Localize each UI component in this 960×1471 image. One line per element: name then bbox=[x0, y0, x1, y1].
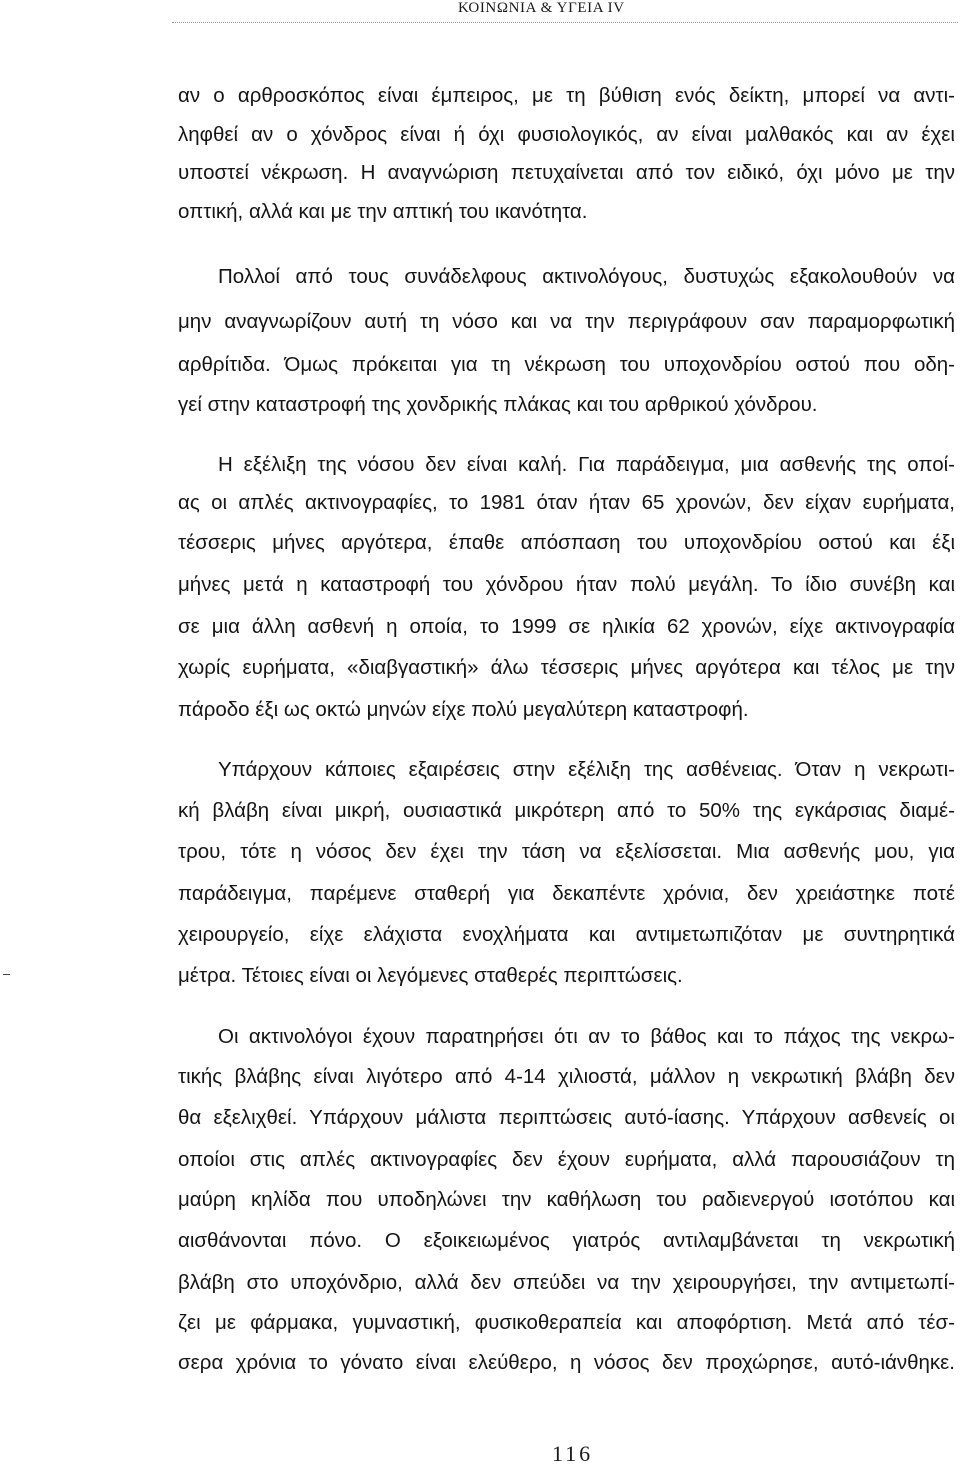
running-header: ΚΟΙΝΩΝΙΑ & ΥΓΕΙΑ IV bbox=[458, 0, 625, 16]
text-line: Η εξέλιξη της νόσου δεν είναι καλή. Για παράδειγμα, μια ασθενής της οποί- bbox=[218, 453, 955, 476]
page-number: 116 bbox=[552, 1441, 594, 1466]
text-line: μέτρα. Τέτοιες είναι οι λεγόμενες σταθερές περιπτώσεις. bbox=[178, 964, 683, 987]
text-line: Οι ακτινολόγοι έχουν παρατηρήσει ότι αν το βάθος και το πάχος της νεκρω- bbox=[218, 1025, 955, 1048]
text-line: μην αναγνωρίζουν αυτή τη νόσο και να την περιγράφουν σαν παραμορφωτική bbox=[178, 310, 955, 333]
text-line: ληφθεί αν ο χόνδρος είναι ή όχι φυσιολογικός, αν είναι μαλθακός και αν έχει bbox=[178, 123, 955, 146]
text-line: σερα χρόνια το γόνατο είναι ελεύθερο, η νόσος δεν προχώρησε, αυτό-ιάνθηκε. bbox=[178, 1351, 955, 1374]
text-line: υποστεί νέκρωση. Η αναγνώριση πετυχαίνεται από τον ειδικό, όχι μόνο με την bbox=[178, 161, 955, 184]
text-line: τρου, τότε η νόσος δεν έχει την τάση να εξελίσσεται. Μια ασθενής μου, για bbox=[178, 840, 955, 863]
text-line: γεί στην καταστροφή της χονδρικής πλάκας και του αρθρικού χόνδρου. bbox=[178, 393, 818, 416]
text-line: μαύρη κηλίδα που υποδηλώνει την καθήλωση του ραδιενεργού ισοτόπου και bbox=[178, 1188, 955, 1211]
text-line: κή βλάβη είναι μικρή, ουσιαστικά μικρότερη από το 50% της εγκάρσιας διαμέ- bbox=[178, 799, 955, 822]
text-line: μήνες μετά η καταστροφή του χόνδρου ήταν πολύ μεγάλη. Το ίδιο συνέβη και bbox=[178, 573, 955, 596]
text-line: αν ο αρθροσκόπος είναι έμπειρος, με τη βύθιση ενός δείκτη, μπορεί να αντι- bbox=[178, 84, 955, 107]
text-line: χωρίς ευρήματα, «διαβγαστική» άλω τέσσερις μήνες αργότερα και τέλος με την bbox=[178, 656, 955, 679]
text-line: τικής βλάβης είναι λιγότερο από 4-14 χιλιοστά, μάλλον η νεκρωτική βλάβη δεν bbox=[178, 1065, 955, 1088]
text-line: οπτική, αλλά και με την απτική του ικανότητα. bbox=[178, 200, 588, 223]
text-line: τέσσερις μήνες αργότερα, έπαθε απόσπαση του υποχονδρίου οστού και έξι bbox=[178, 531, 955, 554]
text-line: βλάβη στο υποχόνδριο, αλλά δεν σπεύδει να την χειρουργήσει, την αντιμετωπί- bbox=[178, 1271, 955, 1294]
text-line: παράδειγμα, παρέμενε σταθερή για δεκαπέντε χρόνια, δεν χρειάστηκε ποτέ bbox=[178, 882, 955, 905]
scan-speck bbox=[3, 974, 10, 975]
text-line: ζει με φάρμακα, γυμναστική, φυσικοθεραπεία και αποφόρτιση. Μετά από τέσ- bbox=[178, 1311, 955, 1334]
text-line: πάροδο έξι ως οκτώ μηνών είχε πολύ μεγαλύτερη καταστροφή. bbox=[178, 698, 749, 721]
text-line: Υπάρχουν κάποιες εξαιρέσεις στην εξέλιξη της ασθένειας. Όταν η νεκρωτι- bbox=[218, 758, 955, 781]
text-line: αρθρίτιδα. Όμως πρόκειται για τη νέκρωση του υποχονδρίου οστού που οδη- bbox=[178, 353, 955, 376]
text-line: οποίοι στις απλές ακτινογραφίες δεν έχουν ευρήματα, αλλά παρουσιάζουν τη bbox=[178, 1148, 955, 1171]
text-line: σε μια άλλη ασθενή η οποία, το 1999 σε ηλικία 62 χρονών, είχε ακτινογραφία bbox=[178, 615, 955, 638]
text-line: χειρουργείο, είχε ελάχιστα ενοχλήματα και αντιμετωπιζόταν με συντηρητικά bbox=[178, 923, 955, 946]
text-line: ας οι απλές ακτινογραφίες, το 1981 όταν ήταν 65 χρονών, δεν είχαν ευρήματα, bbox=[178, 491, 955, 514]
text-line: θα εξελιχθεί. Υπάρχουν μάλιστα περιπτώσεις αυτό-ίασης. Υπάρχουν ασθενείς οι bbox=[178, 1106, 955, 1129]
text-line: Πολλοί από τους συνάδελφους ακτινολόγους, δυστυχώς εξακολουθούν να bbox=[218, 265, 955, 288]
text-line: αισθάνονται πόνο. Ο εξοικειωμένος γιατρός αντιλαμβάνεται τη νεκρωτική bbox=[178, 1229, 955, 1252]
header-rule bbox=[172, 22, 958, 23]
